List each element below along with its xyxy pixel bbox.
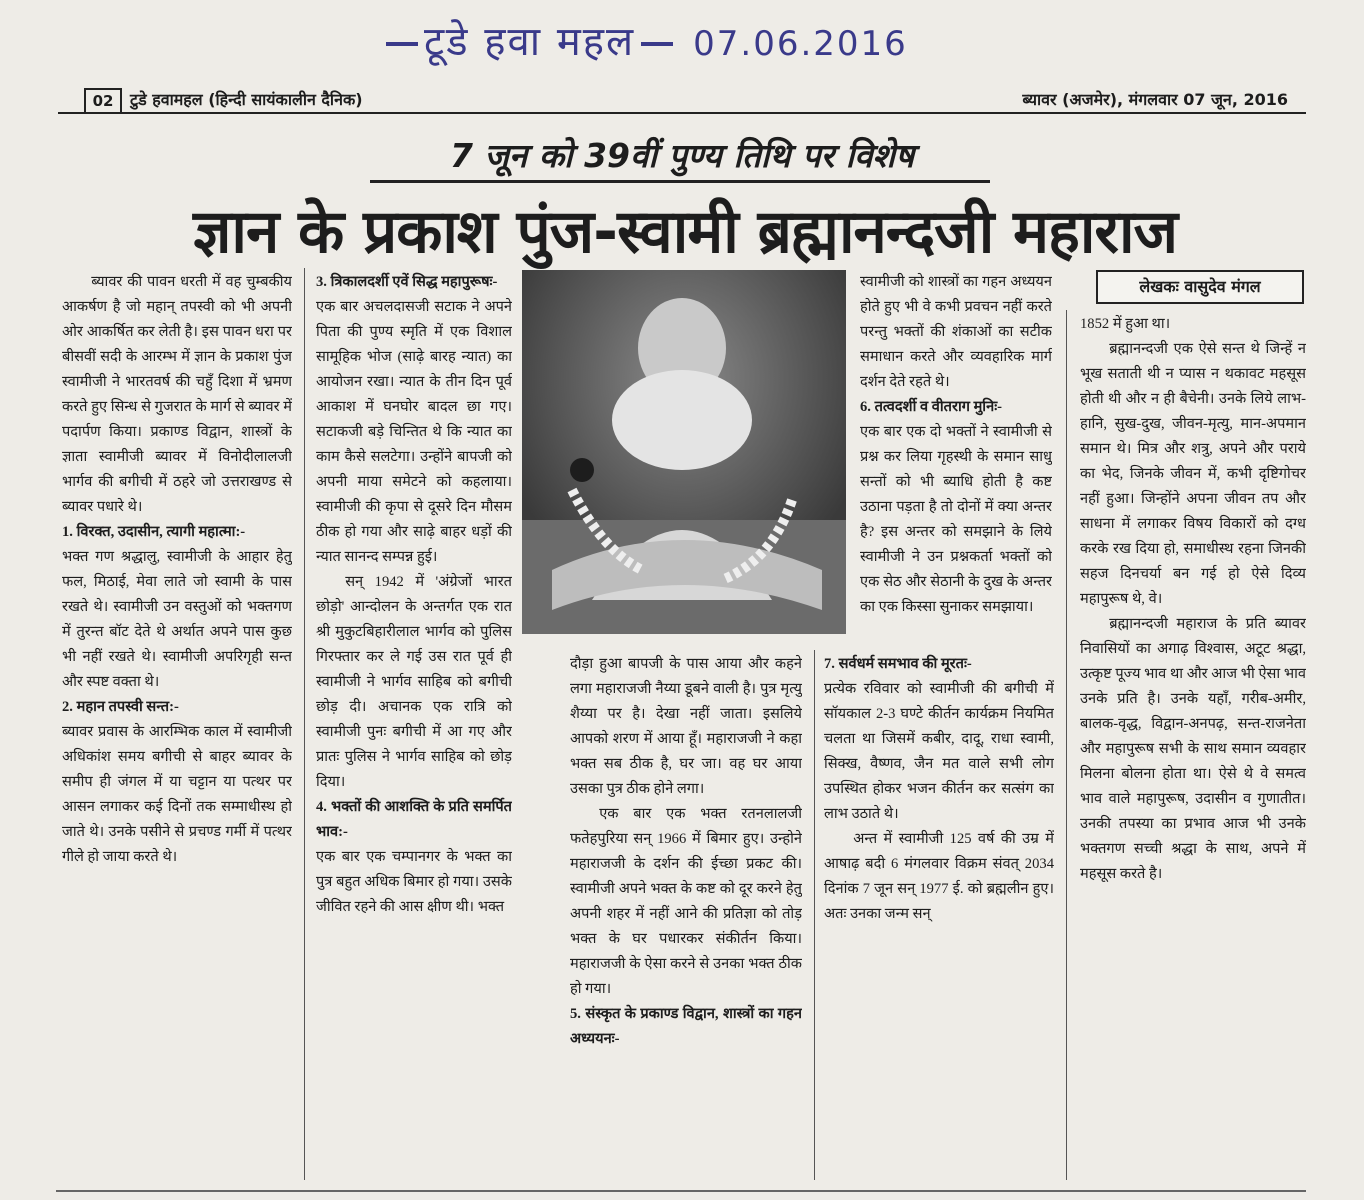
byline-box: लेखकः वासुदेव मंगल [1096, 270, 1304, 304]
paragraph: ब्यावर की पावन धरती में वह चुम्बकीय आकर्षण है जो महान् तपस्वी को भी अपनी ओर आकर्षित कर लेती है। इस पावन धरा पर बीसवीं सदी के आरम्भ में ज्ञान के प्रकाश पुंज स्वामीजी ने भारतवर्ष की चहुँ दिशा में भ्रमण करते हुए सिन्ध से गुजरात के मार्ग से ब्यावर में पदार्पण किया। प्रकाण्ड विद्वान, शास्त्रों के ज्ञाता स्वामीजी ब्यावर में विनोदीलालजी भार्गव की बगीची में ठहरे जो उत्तराखण्ड से ब्यावर पधारे थे। [62, 274, 292, 515]
article-column-2 [316, 270, 512, 1180]
article-column-4 [860, 270, 1052, 650]
section-heading: 6. तत्वदर्शी व वीतराग मुनिः- [860, 399, 1002, 415]
newspaper-name: टुडे हवामहल (हिन्दी सायंकालीन दैनिक) [130, 90, 363, 109]
section-heading: 7. सर्वधर्म समभाव की मूरतः- [824, 656, 972, 672]
paragraph: ब्यावर प्रवास के आरम्भिक काल में स्वामीजी अधिकांश समय बगीची से बाहर ब्यावर के समीप ही जंगल में या चट्टान या पत्थर पर आसन लगाकर कई दिनों तक सम्माधीस्थ हो जाते थे। उनके पसीने से प्रचण्ड गर्मी में पत्थर गीले हो जाया करते थे। [62, 724, 292, 865]
article-headline: ज्ञान के प्रकाश पुंज-स्वामी ब्रह्मानन्दजी महाराज [192, 197, 1178, 267]
paragraph: सन् 1942 में 'अंग्रेजों भारत छोड़ो' आन्दोलन के अन्तर्गत एक रात श्री मुकुटबिहारीलाल भार्गव को पुलिस गिरफ्तार कर ले गई उस रात पूर्व ही स्वामीजी ने भार्गव साहिब को बगीची छोड़ दी। अचानक एक रात्रि को स्वामीजी पुनः बगीची में आ गए और प्रातः पुलिस ने भार्गव साहिब को छोड़ दिया। [316, 574, 512, 790]
article-column-4-lower [824, 652, 1054, 1180]
kicker-underline [370, 180, 990, 183]
article-column-5 [1080, 312, 1306, 1180]
page-bottom-rule [56, 1190, 1306, 1192]
page-number: 02 [84, 88, 122, 114]
photo-illustration [522, 270, 846, 634]
article-column-3 [570, 652, 802, 1180]
section-heading: 1. विरक्त, उदासीन, त्यागी महात्मा:- [62, 524, 246, 540]
section-heading: 4. भक्तों की आशक्ति के प्रति समर्पित भाव:- [316, 799, 512, 840]
paragraph: एक बार एक भक्त रतनलालजी फतेहपुरिया सन् 1966 में बिमार हुए। उन्होने महाराजजी के दर्शन की ईच्छा प्रकट की। स्वामीजी अपने भक्त के कष्ट को दूर करने हेतु अपनी शहर में नहीं आने की प्रतिज्ञा को तोड़ भक्त के घर पधारकर संकीर्तन किया। महाराजजी के ऐसा करने से उनका भक्त ठीक हो गया। [570, 806, 802, 997]
section-heading: 5. संस्कृत के प्रकाण्ड विद्वान, शास्त्रों का गहन अध्ययनः- [570, 1006, 802, 1047]
paragraph: ब्रह्मानन्दजी एक ऐसे सन्त थे जिन्हें न भूख सताती थी न प्यास न थकावट महसूस होती थी और न ही बैचेनी। उनके लिये लाभ-हानि, सुख-दुख, जीवन-मृत्यु, मान-अपमान समान थे। मित्र और शत्रु, अपने और पराये का भेद, जिनके जीवन में, कभी दृष्टिगोचर नहीं हुआ। जिन्होंने अपना जीवन तप और साधना में लगाकर विषय विकारों को दग्ध करके रख दिया हो, समाधीस्थ रहना जिनकी सहज दिनचर्या बन गई हो ऐसे दिव्य महापुरूष थे, वे। [1080, 341, 1306, 607]
paragraph: ब्रह्मानन्दजी महाराज के प्रति ब्यावर निवासियों का अगाढ़ विश्वास, अटूट श्रद्धा, उत्कृष्ट पूज्य भाव था और आज भी ऐसा भाव उनके प्रति है। उनके यहाँ, गरीब-अमीर, बालक-वृद्ध, विद्वान-अनपढ़, सन्त-राजनेता और महापुरूष सभी के साथ समान व्यवहार मिलना बोलना होता था। ऐसे थे वे समत्व भाव वाले महापुरूष, उदासीन व गुणातीत। उनकी तपस्या का प्रभाव आज भी उनके भक्तगण सच्ची श्रद्धा के साथ, अपने में महसूस करते है। [1080, 616, 1306, 882]
column-divider [814, 650, 815, 1180]
paragraph: स्वामीजी को शास्त्रों का गहन अध्ययन होते हुए भी वे कभी प्रवचन नहीं करते परन्तु भक्तों की शंकाओं का सटीक समाधान करते और व्यवहारिक मार्ग दर्शन देते रहते थे। [860, 274, 1052, 390]
column-divider [1066, 310, 1067, 1180]
paragraph: भक्त गण श्रद्धालु, स्वामीजी के आहार हेतु फल, मिठाई, मेवा लाते जो स्वामी के पास रखते थे। स्वामीजी उन वस्तुओं को भक्तगण में तुरन्त बॉट देते थे अर्थात अपने पास कुछ भी नहीं रखते थे। स्वामीजी अपरिगृही सन्त और स्पष्ट वक्ता थे। [62, 549, 292, 690]
handwritten-paper-name: टूडे हवा महल [424, 19, 636, 65]
article-kicker: 7 जून को 39वीं पुण्य तिथि पर विशेष [449, 136, 915, 175]
section-heading: 2. महान तपस्वी सन्त:- [62, 699, 179, 715]
section-heading: 3. त्रिकालदर्शी एवें सिद्ध महापुरूषः- [316, 274, 498, 290]
paragraph: एक बार एक चम्पानगर के भक्त का पुत्र बहुत अधिक बिमार हो गया। उसके जीवित रहने की आस क्षीण थी। भक्त [316, 849, 512, 915]
paragraph: एक बार अचलदासजी सटाक ने अपने पिता की पुण्य स्मृति में एक विशाल सामूहिक भोज (साढ़े बारह न्यात) का आयोजन रखा। न्यात के तीन दिन पूर्व आकाश में घनघोर बादल छा गए। सटाकजी बड़े चिन्तित थे कि न्यात का काम कैसे सलटेगा। उन्होंने बापजी को अपनी माया समेटने को कहलाया। स्वामीजी की कृपा से दूसरे दिन मौसम ठीक हो गया और साढ़े बाहर धड़ों की न्यात सानन्द सम्पन्न हुई। [316, 299, 512, 565]
paragraph: अन्त में स्वामीजी 125 वर्ष की उम्र में आषाढ़ बदी 6 मंगलवार विक्रम संवत् 2034 दिनांक 7 जून सन् 1977 ई. को ब्रह्मलीन हुए। अतः उनका जन्म सन् [824, 831, 1054, 922]
dateline: ब्यावर (अजमेर), मंगलवार 07 जून, 2016 [1022, 90, 1288, 109]
handwritten-dash [641, 42, 673, 46]
handwritten-annotation [380, 12, 1100, 82]
paragraph: 1852 में हुआ था। [1080, 316, 1171, 332]
handwritten-dash [386, 42, 418, 46]
column-divider [304, 268, 305, 1180]
article-column-1 [62, 270, 292, 1180]
paragraph: एक बार एक दो भक्तों ने स्वामीजी से प्रश्न कर लिया गृहस्थी के समान साधु सन्तों को भी ब्याधि होती है कष्ट उठाना पड़ता है तो दोनों में क्या अन्तर है? इस अन्तर को समझाने के लिये स्वामीजी ने उन प्रश्नकर्ता भक्तों को एक सेठ और सेठानी के दुख के अन्तर का एक किस्सा सुनाकर समझाया। [860, 424, 1052, 615]
handwritten-date: 07.06.2016 [693, 24, 908, 64]
swami-photograph [522, 270, 846, 634]
paragraph: प्रत्येक रविवार को स्वामीजी की बगीची में सॉयकाल 2-3 घण्टे कीर्तन कार्यक्रम नियमित चलता था जिसमें कबीर, दादू, राधा स्वामी, सिक्ख, वैष्णव, जैन मत वाले सभी लोग उपस्थित होकर भजन कीर्तन कर सत्संग का लाभ उठाते थे। [824, 681, 1054, 822]
paragraph: दौड़ा हुआ बापजी के पास आया और कहने लगा महाराजजी नैय्या डूबने वाली है। पुत्र मृत्यु शैय्या पर है। देखा नहीं जाता। इसलिये आपको शरण में आया हूँ। महाराजजी ने कहा भक्त सब ठीक है, घर जा। वह घर आया उसका पुत्र ठीक होने लगा। [570, 656, 802, 797]
masthead-rule [58, 112, 1306, 114]
